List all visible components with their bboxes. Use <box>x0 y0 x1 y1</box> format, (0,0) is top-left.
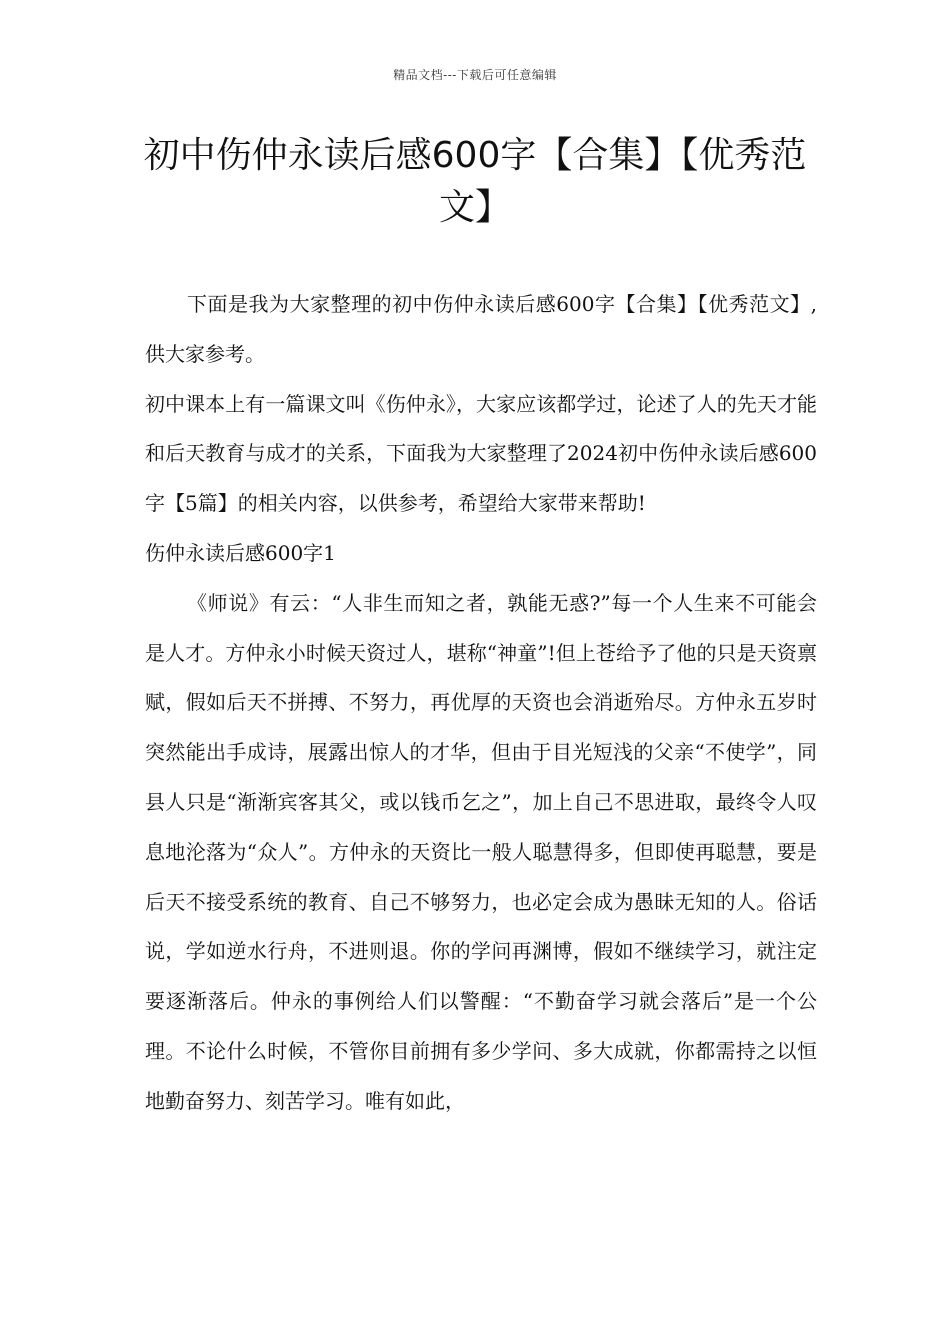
context-paragraph: 初中课本上有一篇课文叫《伤仲永》，大家应该都学过，论述了人的先天才能和后天教育与成才的关系，下面我为大家整理了2024初中伤仲永读后感600字【5篇】的相关内容，以供参考，希望给大家带来帮助! <box>145 391 817 516</box>
document-body <box>145 280 817 1127</box>
page-header: 精品文档---下载后可任意编辑 <box>393 68 557 82</box>
intro-paragraph: 下面是我为大家整理的初中伤仲永读后感600字【合集】【优秀范文】,供大家参考。 <box>145 292 817 366</box>
document-title: 初中伤仲永读后感600字【合集】【优秀范文】 <box>143 135 807 228</box>
section-heading: 伤仲永读后感600字1 <box>145 540 336 565</box>
essay-paragraph: 《师说》有云：“人非生而知之者，孰能无惑?”每一个人生来不可能会是人才。方仲永小时候天资过人，堪称“神童”!但上苍给予了他的只是天资禀赋，假如后天不拼搏、不努力，再优厚的天资也会消逝殆尽。方仲永五岁时突然能出手成诗，展露出惊人的才华，但由于目光短浅的父亲“不使学”，同县人只是“渐渐宾客其父，或以钱币乞之”，加上自己不思进取，最终令人叹息地沦落为“众人”。方仲永的天资比一般人聪慧得多，但即使再聪慧，要是后天不接受系统的教育、自己不够努力，也必定会成为愚昧无知的人。俗话说，学如逆水行舟，不进则退。你的学问再渊博，假如不继续学习，就注定要逐渐落后。仲永的事例给人们以警醒：“不勤奋学习就会落后”是一个公理。不论什么时候，不管你目前拥有多少学问、多大成就，你都需持之以恒地勤奋努力、刻苦学习。唯有如此， <box>145 590 817 1113</box>
